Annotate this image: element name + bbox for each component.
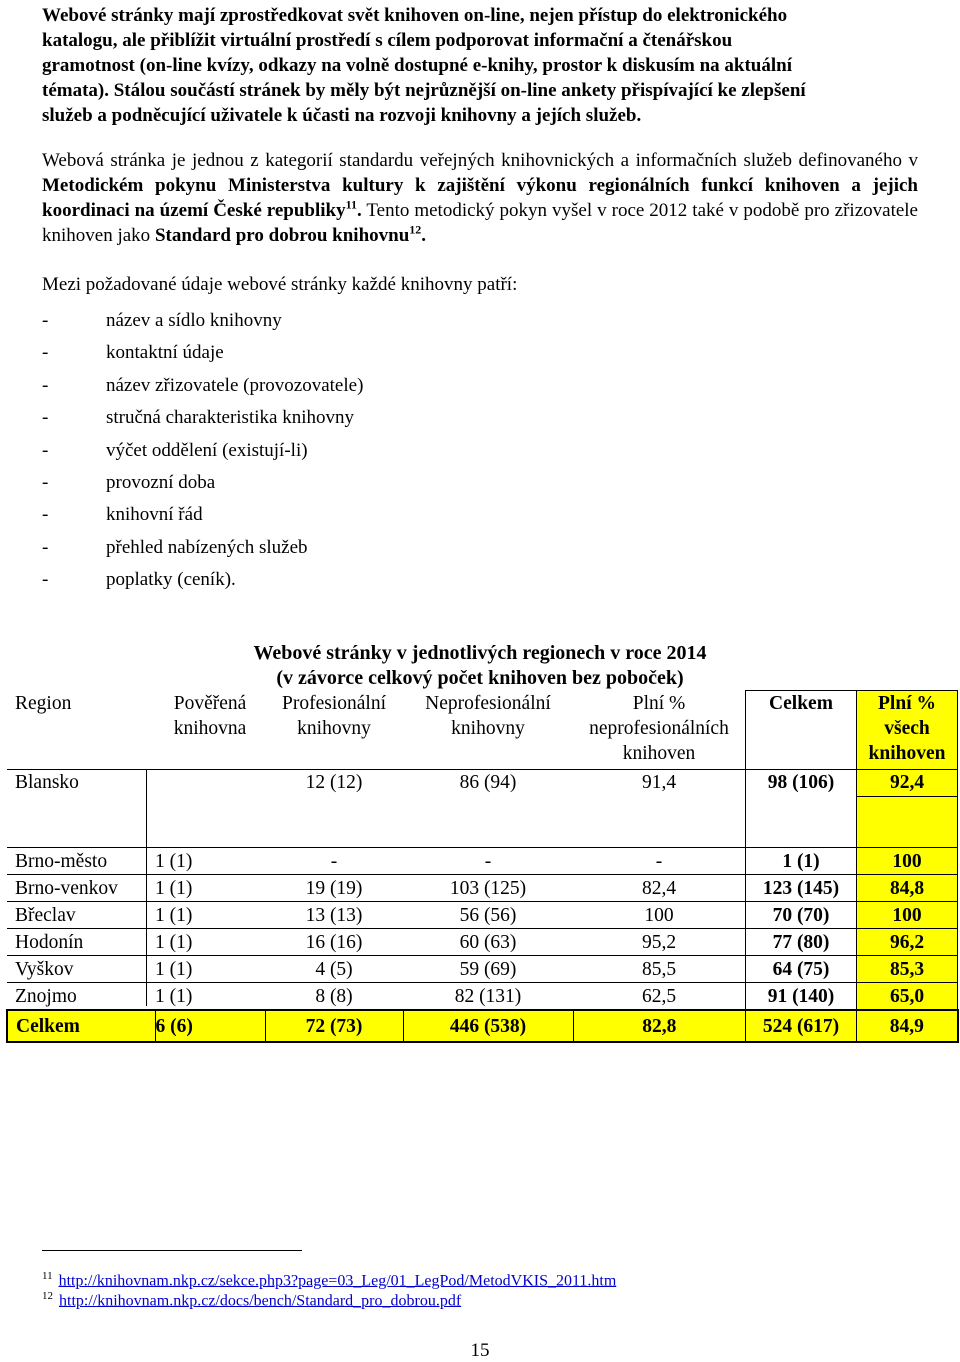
intro-line: katalogu, ale přiblížit virtuální prostředí s cílem podporovat informační a čtenářskou [42,30,733,51]
requirements-intro: Mezi požadované údaje webové stránky každé knihovny patří: [42,274,518,295]
table-title: Webové stránky v jednotlivých regionech v roce 2014 [253,642,707,664]
table-row: Břeclav 1 (1) 13 (13) 56 (56) 100 70 (70) 100 [7,902,958,929]
table-row: Znojmo 1 (1) 8 (8) 82 (131) 62,5 91 (140) 65,0 [7,983,958,1011]
footnote-link-11[interactable]: http://knihovnam.nkp.cz/sekce.php3?page=03_Leg/01_LegPod/MetodVKIS_2011.htm [58,1272,617,1290]
list-item: - poplatky (ceník). [42,569,236,591]
header-region: Region [15,692,72,714]
list-item: - název a sídlo knihovny [42,310,282,331]
table-row: Brno-venkov 1 (1) 19 (19) 103 (125) 82,4 123 (145) 84,8 [7,875,958,902]
intro-line: služeb a podněcující uživatele k účasti na rozvoji knihovny a jejích služeb. [42,105,642,126]
page-number: 15 [470,1340,490,1361]
intro-line: témata). Stálou součástí stránek by měly být nejrůznější on-line ankety přispívající ke zlepšení [42,80,806,101]
standard-title: Standard pro dobrou knihovnu [154,225,410,246]
footnote-ref-11: 11 [345,197,357,212]
list-item: - přehled nabízených služeb [42,536,308,558]
footnote-link-12[interactable]: http://knihovnam.nkp.cz/docs/bench/Standard_pro_dobrou.pdf [59,1292,462,1310]
list-item: - kontaktní údaje [42,342,224,364]
table-header-row [7,691,958,770]
table-row: Brno-město 1 (1) - - - 1 (1) 100 [7,848,958,875]
table-divider [146,770,147,1006]
table-spacer-row [7,797,958,848]
intro-line: Webové stránky mají zprostředkovat svět knihoven on-line, nejen přístup do elektronického [42,5,788,26]
intro-paragraph [42,3,918,128]
footnote-ref-12: 12 [409,222,422,237]
standard-paragraph: Webová stránka je jednou z kategorií standardu veřejných knihovnických a informačních služeb definovaného v Metodickém pokynu Ministerstva kultury k zajištění výkonu regionálních funkcí knihoven a jejich koordinaci na území České republiky$^{11}$. Tento metodický pokyn vyšel v roce 2012 také v podobě pro zřizovatele knihoven jako Standard pro dobrou knihovnu$^{12}$. [42,150,918,246]
regions-table [6,690,956,1043]
list-item: - provozní doba [42,471,216,493]
footnote-12: $^{12}$ http://knihovnam.nkp.cz/docs/bench/Standard_pro_dobrou.pdf [42,1290,462,1310]
header-profesionalni: Profesionální knihovny [282,692,386,739]
footnote-11: $^{11}$ http://knihovnam.nkp.cz/sekce.php3?page=03_Leg/01_LegPod/MetodVKIS_2011.htm [42,1270,617,1290]
table-row: Vyškov 1 (1) 4 (5) 59 (69) 85,5 64 (75) 85,3 [7,956,958,983]
list-item: - název zřizovatele (provozovatele) [42,374,364,396]
header-plni-vsech: Plní % všech knihoven [857,691,958,770]
intro-line: gramotnost (on-line kvízy, odkazy na volně dostupné e-knihy, prostor k diskusím na aktuální [42,55,792,76]
header-plni-neprof: Plní % neprofesionálních knihoven [589,692,729,764]
table-row: Blansko 12 (12) 86 (94) 91,4 98 (106) 92,4 [7,770,958,797]
header-neprofesionalni: Neprofesionální knihovny [425,692,551,739]
table-row: Hodonín 1 (1) 16 (16) 60 (63) 95,2 77 (80) 96,2 [7,929,958,956]
requirements-list [42,305,363,597]
header-poverena: Pověřená knihovna [173,692,247,739]
metodicky-pokyn-title: Metodickém pokynu Ministerstva kultury k zajištění výkonu regionálních funkcí knihoven a jejich koordinaci na území České republiky [42,175,918,221]
table-subtitle: (v závorce celkový počet knihoven bez poboček) [276,667,684,689]
footnote-rule [42,1250,302,1251]
list-item: - výčet oddělení (existují-li) [42,439,308,461]
list-item: - knihovní řád [42,504,203,526]
table-total-row: Celkem 6 (6) 72 (73) 446 (538) 82,8 524 (617) 84,9 [7,1010,958,1042]
header-celkem: Celkem [746,691,857,770]
list-item: - stručná charakteristika knihovny [42,407,354,429]
